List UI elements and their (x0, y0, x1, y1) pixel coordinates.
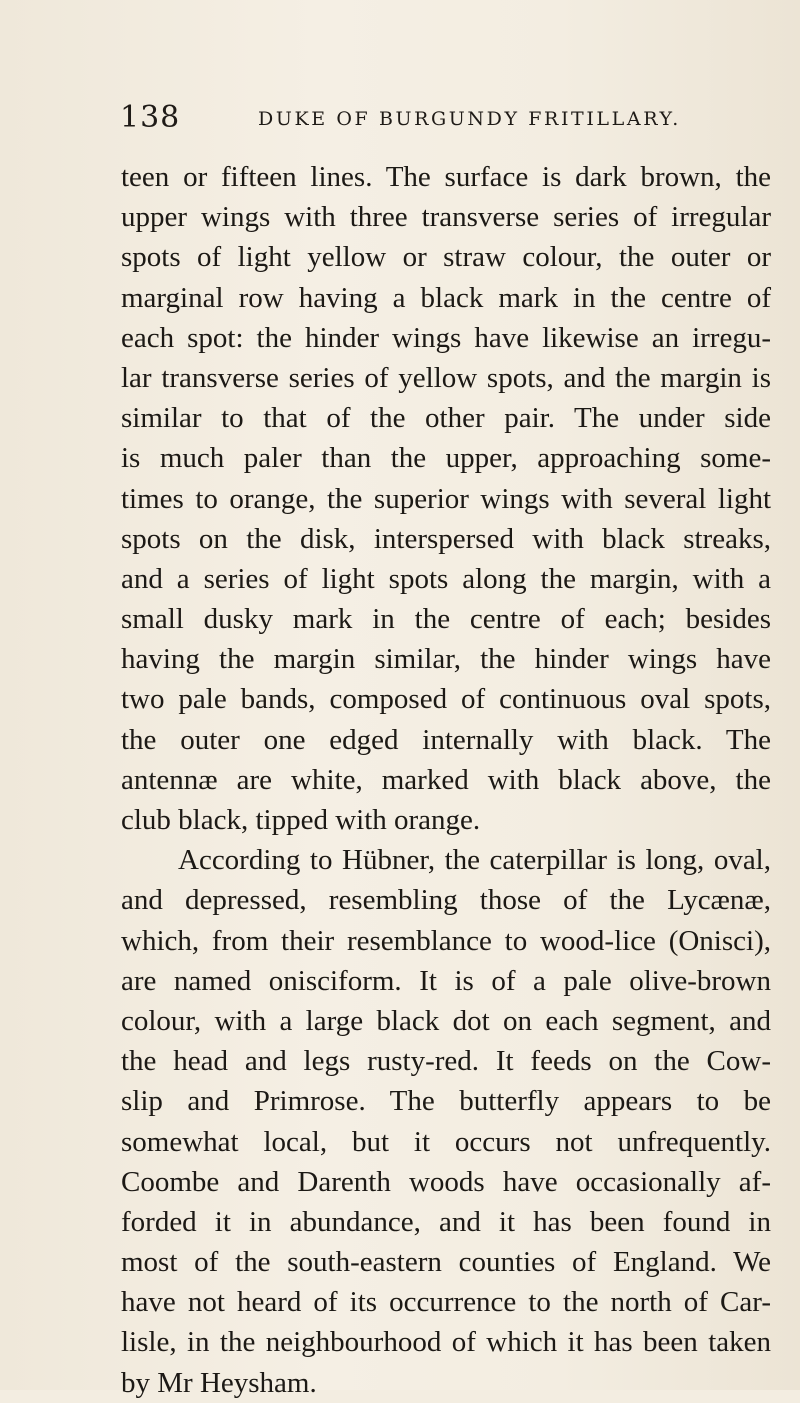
text-line: antennæ are white, marked with black above, the (121, 763, 771, 796)
text-line: each spot: the hinder wings have likewise an irregu- (121, 321, 771, 354)
paragraph-end-line: club black, tipped with orange. (121, 804, 481, 836)
text-line: times to orange, the superior wings with several light (121, 482, 771, 515)
text-line: similar to that of the other pair. The under side (121, 402, 771, 435)
paragraph-first-line: According to Hübner, the caterpillar is long, oval, (178, 844, 771, 877)
text-line: teen or fifteen lines. The surface is dark brown, the (121, 161, 771, 193)
paragraph-end-line: by Mr Heysham. (121, 1366, 317, 1399)
text-line: two pale bands, composed of continuous oval spots, (121, 683, 771, 716)
text-line: colour, with a large black dot on each segment, and (121, 1004, 771, 1037)
running-head (120, 100, 760, 140)
text-line: is much paler than the upper, approaching some- (121, 442, 771, 475)
text-line: and depressed, resembling those of the Lycænæ, (121, 884, 771, 917)
text-line: are named onisciform. It is of a pale olive-brown (121, 964, 771, 997)
text-line: which, from their resemblance to wood-lice (Onisci), (121, 924, 771, 957)
text-line: having the margin similar, the hinder wings have (121, 643, 771, 676)
text-line: have not heard of its occurrence to the north of Car- (121, 1286, 771, 1319)
text-line: lar transverse series of yellow spots, and the margin is (121, 361, 771, 394)
text-line: upper wings with three transverse series of irregular (121, 201, 771, 234)
text-line: forded it in abundance, and it has been found in (121, 1205, 771, 1238)
text-line: somewhat local, but it occurs not unfrequently. (121, 1125, 771, 1158)
running-title: DUKE OF BURGUNDY FRITILLARY. (258, 108, 681, 130)
text-line: the head and legs rusty-red. It feeds on the Cow- (121, 1045, 771, 1078)
text-line: and a series of light spots along the margin, with a (121, 562, 771, 595)
text-line: small dusky mark in the centre of each; besides (121, 603, 771, 636)
text-line: spots on the disk, interspersed with black streaks, (121, 522, 771, 555)
text-line: the outer one edged internally with black. The (121, 723, 771, 756)
text-line: lisle, in the neighbourhood of which it has been taken (121, 1326, 771, 1359)
text-line: spots of light yellow or straw colour, the outer or (121, 241, 771, 274)
text-line: slip and Primrose. The butterfly appears to be (121, 1085, 771, 1118)
body-text (121, 157, 771, 1403)
page-number: 138 (120, 100, 181, 135)
text-line: most of the south-eastern counties of England. We (121, 1246, 771, 1279)
text-line: marginal row having a black mark in the centre of (121, 281, 771, 314)
text-line: Coombe and Darenth woods have occasionally af- (121, 1165, 771, 1198)
